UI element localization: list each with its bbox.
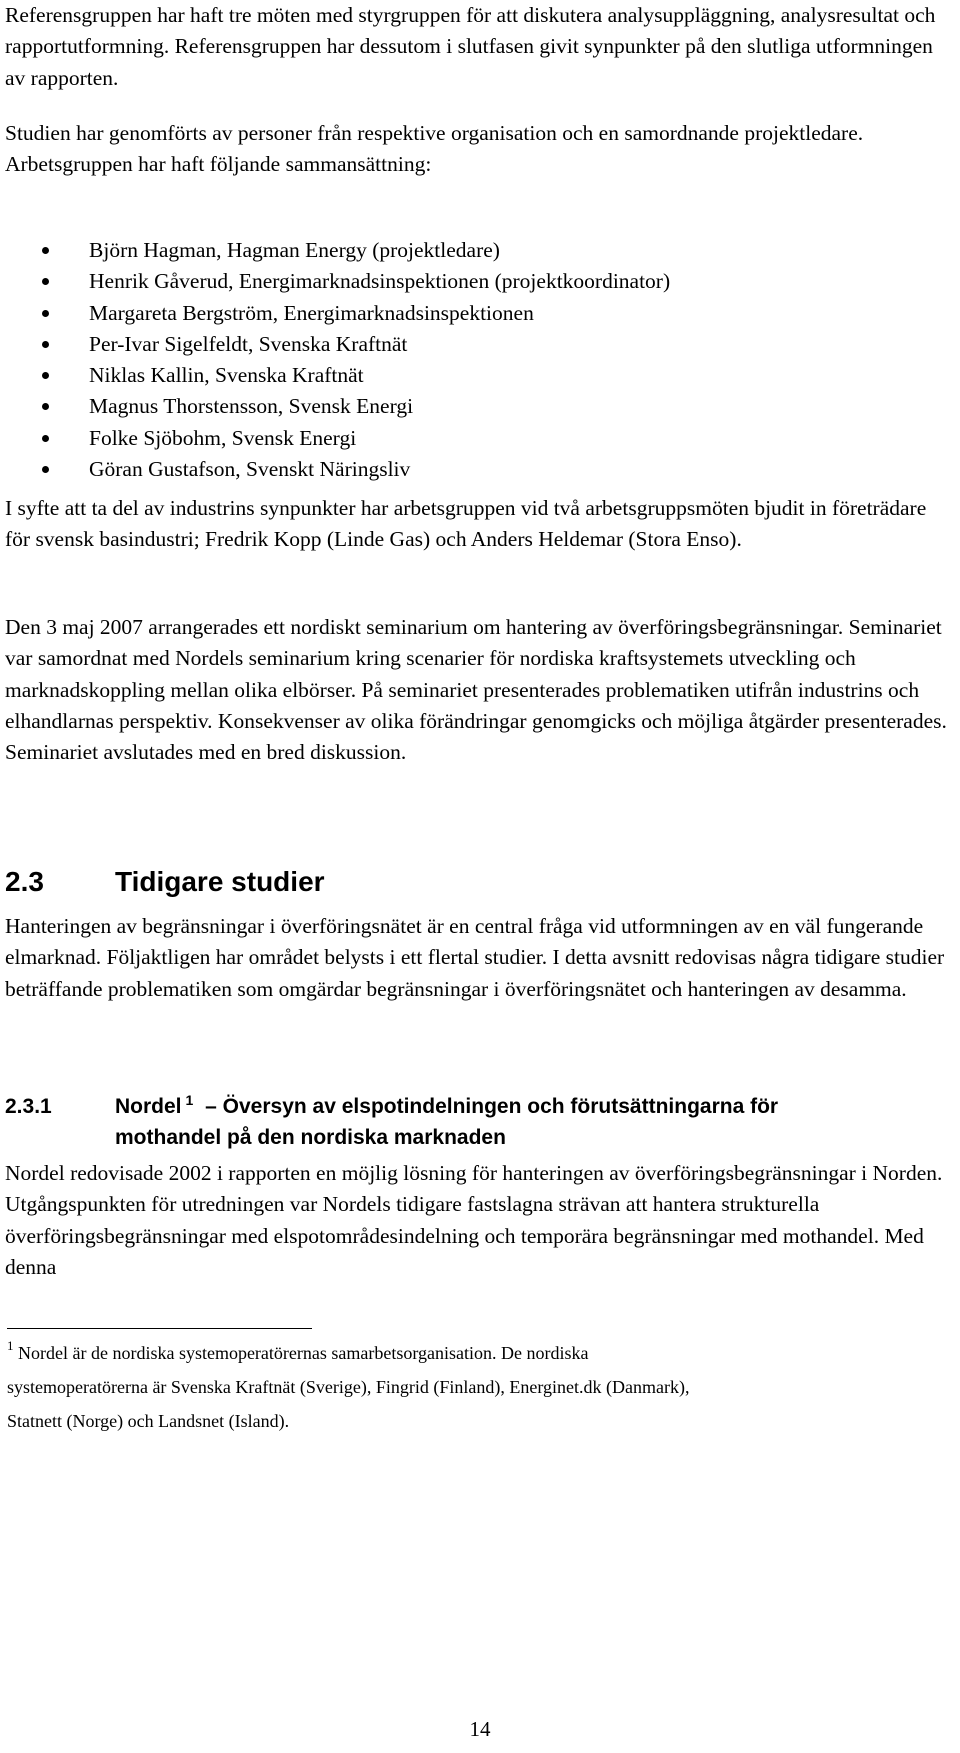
subsection-title-start: Nordel <box>115 1095 182 1118</box>
footnote-marker: 1 <box>7 1338 14 1353</box>
bullet-icon <box>42 278 49 285</box>
footnote-separator <box>7 1328 312 1329</box>
bullet-icon <box>42 310 49 317</box>
bullet-icon <box>42 372 49 379</box>
paragraph-nordel-report: Nordel redovisade 2002 i rapporten en möjlig lösning för hanteringen av överföringsbegränsningar i Norden. Utgångspunkten för utredningen var Nordels tidigare fastslagna strävan att hantera strukturella överföringsbegränsningar med elspotområdesindelning och temporära begränsningar med mothandel. Med denna <box>5 1161 943 1279</box>
working-group-list <box>0 235 960 485</box>
subsection-number: 2.3.1 <box>5 1095 52 1118</box>
paragraph-industry-input: I syfte att ta del av industrins synpunkter har arbetsgruppen vid två arbetsgruppsmöten bjudit in företrädare för svensk basindustri; Fredrik Kopp (Linde Gas) och Anders Heldemar (Stora Enso). <box>5 496 927 552</box>
paragraph-seminar: Den 3 maj 2007 arrangerades ett nordiskt seminarium om hantering av överföringsbegränsningar. Seminariet var samordnat med Nordels seminarium kring scenarier för nordiska kraftsystemets utveckling och marknadskoppling mellan olika elbörser. På seminariet presenterades problematiken utifrån industrins och elhandlarnas perspektiv. Konsekvenser av olika förändringar genomgicks och möjliga åtgärder presenterades. Seminariet avslutades med en bred diskussion. <box>5 615 947 765</box>
footnote-reference: 1 <box>185 1092 194 1108</box>
subsection-title-rest: – Översyn av elspotindelningen och förutsättningarna för <box>205 1095 779 1118</box>
footnote: $^1$ Nordel är de nordiska systemoperatörernas samarbetsorganisation. De nordiska systemoperatörerna är Svenska Kraftnät (Sverige), Fingrid (Finland), Energinet.dk (Danmark), Statnett (Norge) och Landsnet (Island). <box>7 1338 690 1431</box>
section-heading <box>5 862 325 902</box>
list-item: Per-Ivar Sigelfeldt, Svenska Kraftnät <box>0 329 960 360</box>
list-item: Magnus Thorstensson, Svensk Energi <box>0 391 960 422</box>
paragraph-previous-studies: Hanteringen av begränsningar i överföringsnätet är en central fråga vid utformningen av en väl fungerande elmarknad. Följaktligen har området belysts i ett flertal studier. I detta avsnitt redovisas några tidigare studier beträffande problematiken som omgärdar begränsningar i överföringsnätet och hanteringen av desamma. <box>5 914 945 1001</box>
bullet-icon <box>42 247 49 254</box>
page-number: 14 <box>469 1717 491 1741</box>
subsection-title-line2: mothandel på den nordiska marknaden <box>115 1126 506 1149</box>
paragraph-reference-group: Referensgruppen har haft tre möten med styrgruppen för att diskutera analysuppläggning, analysresultat och rapportutformning. Referensgruppen har dessutom i slutfasen givit synpunkter på den slutliga utformningen av rapporten. <box>5 3 936 90</box>
list-item: Henrik Gåverud, Energimarknadsinspektionen (projektkoordinator) <box>0 266 960 297</box>
list-item: Niklas Kallin, Svenska Kraftnät <box>0 360 960 391</box>
bullet-icon <box>42 341 49 348</box>
list-item: Margareta Bergström, Energimarknadsinspektionen <box>0 298 960 329</box>
section-title: Tidigare studier <box>115 866 325 897</box>
list-item: Folke Sjöbohm, Svensk Energi <box>0 423 960 454</box>
paragraph-study-authors: Studien har genomförts av personer från respektive organisation och en samordnande projektledare. Arbetsgruppen har haft följande sammansättning: <box>5 121 864 177</box>
bullet-icon <box>42 466 49 473</box>
list-item: Björn Hagman, Hagman Energy (projektledare) <box>0 235 960 266</box>
bullet-icon <box>42 403 49 410</box>
bullet-icon <box>42 435 49 442</box>
list-item: Göran Gustafson, Svenskt Näringsliv <box>0 454 960 485</box>
section-number: 2.3 <box>5 866 44 897</box>
